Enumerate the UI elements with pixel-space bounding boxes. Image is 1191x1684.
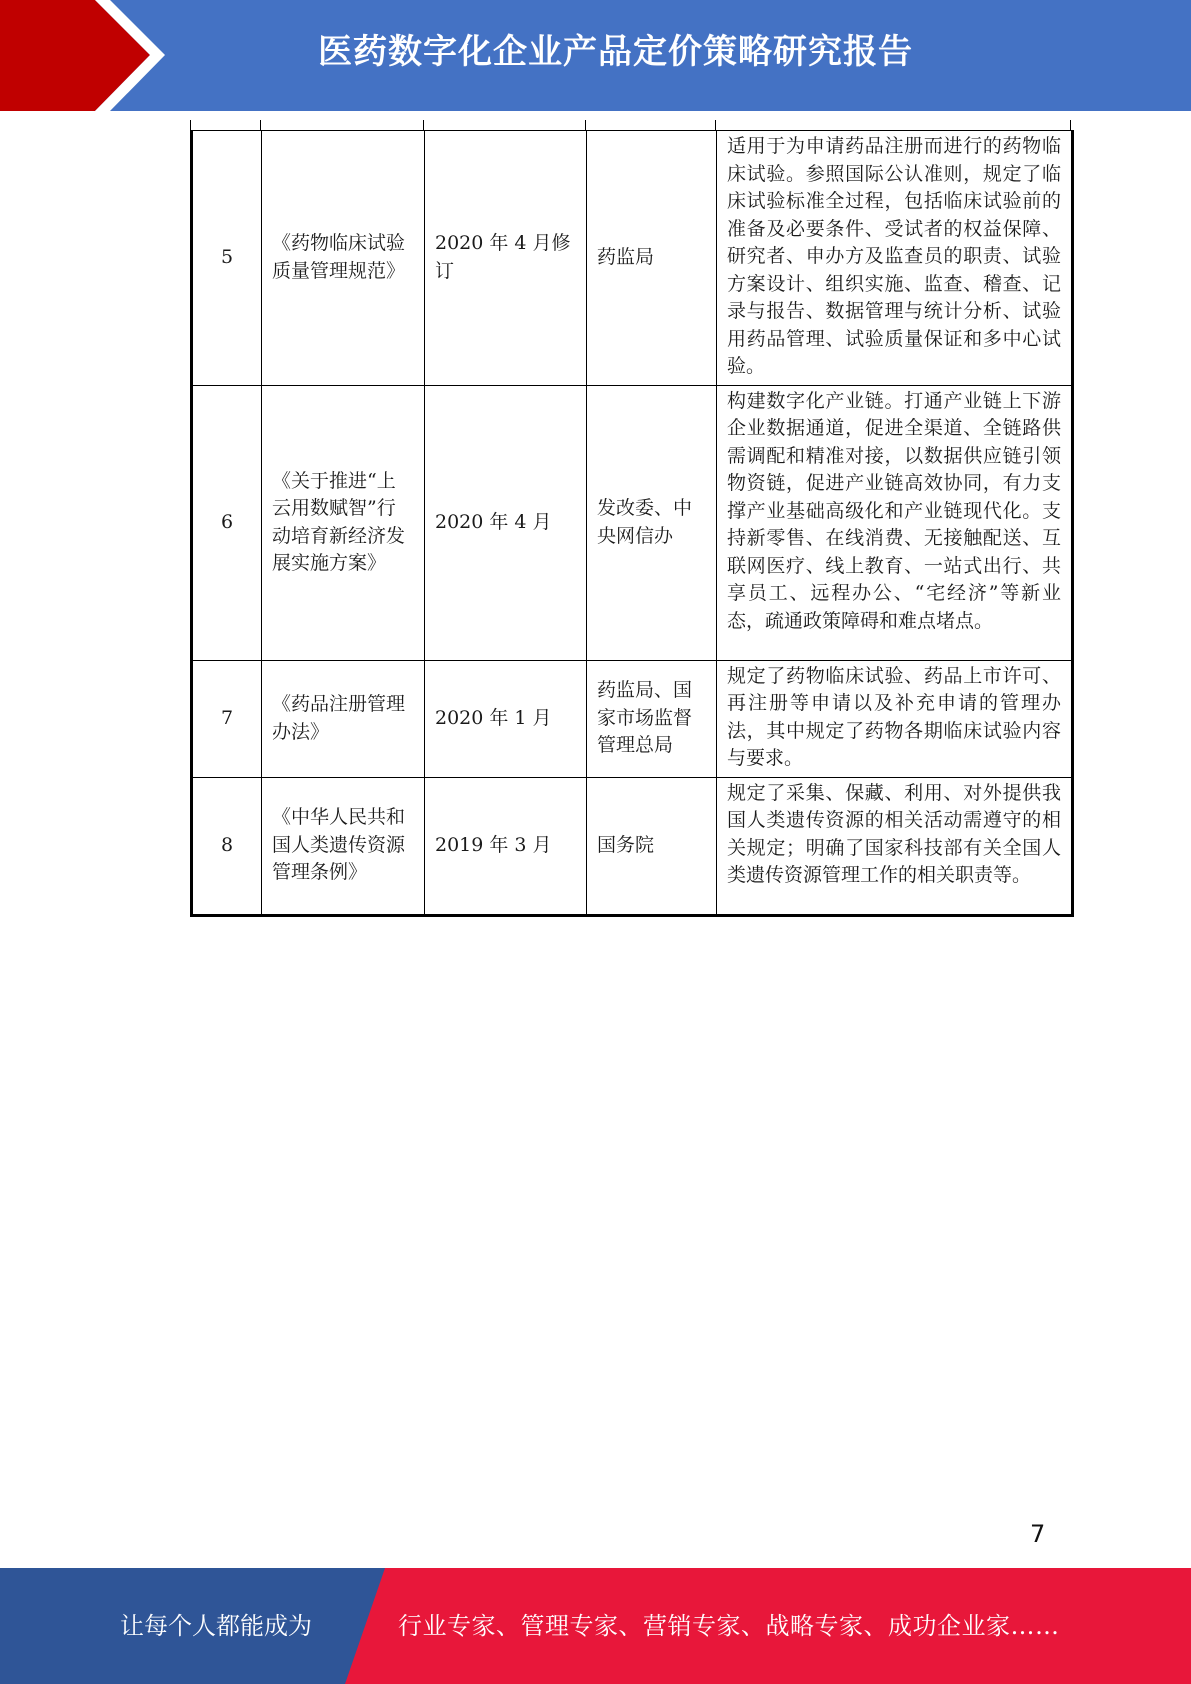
- regulation-name: 《关于推进“上云用数赋智”行动培育新经济发展实施方案》: [262, 385, 425, 660]
- regulation-content: 规定了药物临床试验、药品上市许可、再注册等申请以及补充申请的管理办法，其中规定了药物各期临床试验内容与要求。: [717, 660, 1073, 777]
- cut-off-text-fragment: [270, 116, 380, 122]
- regulation-name: 《药品注册管理办法》: [262, 660, 425, 777]
- row-number: 7: [192, 660, 262, 777]
- issue-date: 2020 年 4 月: [425, 385, 587, 660]
- footer-slogan-right: 行业专家、管理专家、营销专家、战略专家、成功企业家……: [398, 1612, 1060, 1640]
- table-row: [192, 660, 1073, 777]
- issuing-authority: 药监局、国家市场监督管理总局: [587, 660, 717, 777]
- table-row: [192, 385, 1073, 660]
- regulation-content: 适用于为申请药品注册而进行的药物临床试验。参照国际公认准则，规定了临床试验标准全过程，包括临床试验前的准备及必要条件、受试者的权益保障、研究者、申办方及监查员的职责、试验方案设计、组织实施、监查、稽查、记录与报告、数据管理与统计分析、试验用药品管理、试验质量保证和多中心试验。: [717, 131, 1073, 386]
- issue-date: 2019 年 3 月: [425, 777, 587, 915]
- page-number: 7: [1030, 1520, 1046, 1548]
- regulation-name: 《中华人民共和国人类遗传资源管理条例》: [262, 777, 425, 915]
- regulations-table: [190, 130, 1074, 917]
- issuing-authority: 国务院: [587, 777, 717, 915]
- table-row: [192, 131, 1073, 386]
- row-number: 6: [192, 385, 262, 660]
- table-row: [192, 777, 1073, 915]
- regulation-content: 规定了采集、保藏、利用、对外提供我国人类遗传资源的相关活动需遵守的相关规定；明确了国家科技部有关全国人类遗传资源管理工作的相关职责等。: [717, 777, 1073, 915]
- issue-date: 2020 年 4 月修订: [425, 131, 587, 386]
- regulation-name: 《药物临床试验质量管理规范》: [262, 131, 425, 386]
- issue-date: 2020 年 1 月: [425, 660, 587, 777]
- issuing-authority: 发改委、中央网信办: [587, 385, 717, 660]
- row-number: 5: [192, 131, 262, 386]
- row-number: 8: [192, 777, 262, 915]
- page-footer: [0, 1568, 1191, 1684]
- issuing-authority: 药监局: [587, 131, 717, 386]
- footer-slogan-left: 让每个人都能成为: [120, 1612, 312, 1640]
- report-title: 医药数字化企业产品定价策略研究报告: [318, 32, 913, 72]
- regulation-content: 构建数字化产业链。打通产业链上下游企业数据通道，促进全渠道、全链路供需调配和精准对接，以数据供应链引领物资链，促进产业链高效协同，有力支撑产业基础高级化和产业链现代化。支持新零售、在线消费、无接触配送、互联网医疗、线上教育、一站式出行、共享员工、远程办公、“宅经济”等新业态，疏通政策障碍和难点堵点。: [717, 385, 1073, 660]
- page-header: [0, 0, 1191, 111]
